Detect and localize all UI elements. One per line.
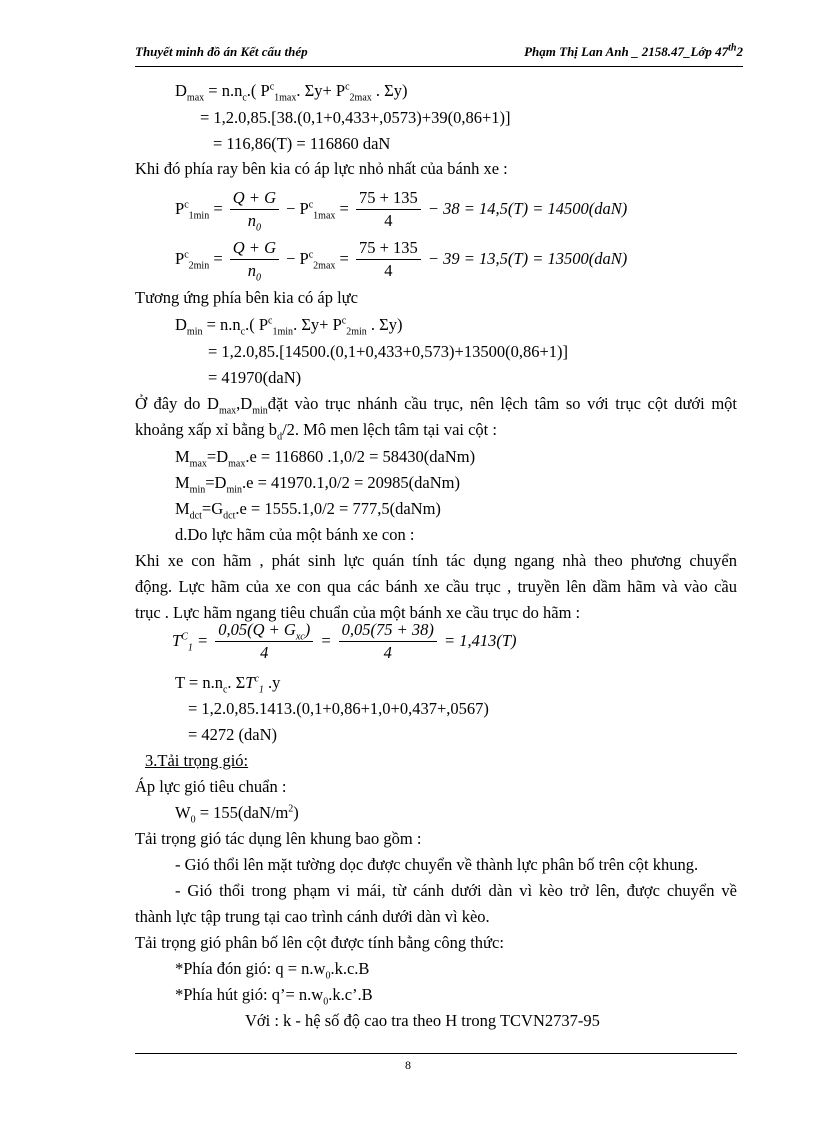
section-3-heading: 3.Tải trọng gió: — [145, 751, 249, 770]
paragraph-ap-luc: Áp lực gió tiêu chuẩn : — [135, 777, 287, 796]
paragraph-voi: Với : k - hệ số độ cao tra theo H trong TCVN2737-95 — [245, 1011, 600, 1030]
header-rule — [135, 66, 743, 67]
bullet-gio-thoi-2b: thành lực tập trung tại cao trình cánh dưới dàn vì kèo. — [135, 907, 490, 926]
paragraph-o-day: Ở đây do $D_{max},D_{min}đặt$ vào trục nhánh cầu trục, nên lệch tâm so với trục cột dưới một — [135, 394, 738, 417]
p1min-equation: $P^c_{1min}$ = $\frac{Q + G}{n_0}$ − $P^c_{1max}$ = $\frac{75 + 135}{4}$ − 38 = 14,5(T) = 14500(daN) — [175, 187, 628, 234]
paragraph-khi-do: Khi đó phía ray bên kia có áp lực nhỏ nhất của bánh xe : — [135, 159, 508, 178]
t-formula-line1: $T = n.n_c$. $\Sigma T^c_1$ .y — [175, 673, 281, 696]
header-title: Thuyết minh đồ án Kết cấu thép — [135, 44, 308, 59]
paragraph-khoang: khoảng xấp xỉ bằng $b_d/2$. Mô men lệch tâm tại vai cột : — [135, 420, 497, 443]
w0-formula: $W_0 = 155(daN/m^2)$ — [175, 803, 299, 826]
mmin-formula: $M_{min}=D_{min}.e = 41970.1,0/2$ = 20985(daNm) — [175, 473, 460, 496]
dmin-formula-line3: = 41970(daN) — [208, 368, 302, 387]
page-header — [135, 44, 743, 64]
p2min-equation: $P^c_{2min}$ = $\frac{Q + G}{n_0}$ − $P^c_{2max}$ = $\frac{75 + 135}{4}$ − 39 = 13,5(T) = 13500(daN) — [175, 237, 628, 284]
paragraph-tai-trong-tac: Tải trọng gió tác dụng lên khung bao gồm : — [135, 829, 422, 848]
dmin-formula-line1: $D_{min} = n.n_c$.( $P^c_{1min}$. $\Sigma y+ P^c_{2min}$ . Σy) — [175, 315, 403, 338]
formula-phia-don: *Phía đón gió: $q = n.w_0.k.c.B$ — [175, 959, 370, 982]
bullet-gio-thoi-1: - Gió thổi lên mặt tường dọc được chuyển về thành lực phân bố trên cột khung. — [175, 855, 699, 874]
paragraph-khi-xe-3: trục . Lực hãm ngang tiêu chuẩn của một bánh xe cầu trục do hãm : — [135, 603, 581, 622]
paragraph-khi-xe-2: động. Lực hãm của xe con qua các bánh xe cầu trục , truyền lên dầm hãm và vào cầu — [135, 577, 737, 596]
paragraph-tuong-ung: Tương ứng phía bên kia có áp lực — [135, 288, 358, 307]
mmax-formula: $M_{max}=D_{max}.e = 116860$ .1,0/2 = 58430(daNm) — [175, 447, 476, 470]
dmin-formula-line2: = 1,2.0,85.[14500.(0,1+0,433+0,573)+13500(0,86+1)] — [208, 342, 568, 361]
bullet-gio-thoi-2a: - Gió thổi trong phạm vi mái, từ cánh dưới dàn vì kèo trở lên, được chuyển về — [175, 881, 737, 900]
dmax-formula-line3: = 116,86(T) = 116860 daN — [213, 134, 391, 153]
paragraph-khi-xe-1: Khi xe con hãm , phát sinh lực quán tính tác dụng ngang nhà theo phương chuyển — [135, 551, 737, 570]
page-number: 8 — [405, 1058, 411, 1072]
dmax-formula-line1: $D_{max} = n.n_c$.( $P^c_{1max}$. $\Sigma y+ P^c_{2max}$ . Σy) — [175, 81, 408, 104]
t-formula-line3: = 4272 (daN) — [188, 725, 278, 744]
mdct-formula: $M_{dct}=G_{dct}.e = 1555.1,0/2$ = 777,5(daNm) — [175, 499, 441, 522]
t1-equation: $T^C_1$ = $\frac{0,05(Q + G_{xc})}{4}$ = $\frac{0,05(75 + 38)}{4}$ = 1,413(T) — [172, 619, 517, 662]
t-formula-line2: = 1,2.0,85.1413.(0,1+0,86+1,0+0,437+,0567) — [188, 699, 489, 718]
dmax-formula-line2: = 1,2.0,85.[38.(0,1+0,433+,0573)+39(0,86+1)] — [200, 108, 511, 127]
paragraph-tai-trong-phan: Tải trọng gió phân bố lên cột được tính bằng công thức: — [135, 933, 504, 952]
footer-rule — [135, 1053, 737, 1054]
formula-phia-hut: *Phía hút gió: q’= $n.w_0.k.c’.B$ — [175, 985, 373, 1008]
header-author: Phạm Thị Lan Anh _ 2158.47_Lớp 47th2 — [524, 42, 743, 59]
section-d-heading: d.Do lực hãm của một bánh xe con : — [175, 525, 415, 544]
